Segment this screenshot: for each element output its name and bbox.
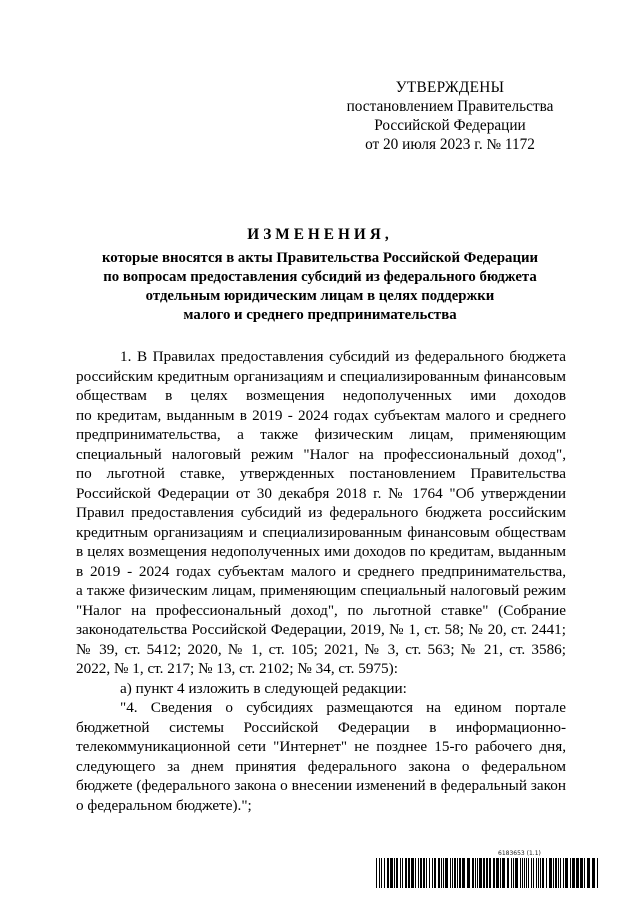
body-line: 1. В Правилах предоставления субсидий из федерального бюджета — [120, 348, 566, 365]
subtitle-line: которые вносятся в акты Правительства Российской Федерации — [101, 250, 539, 266]
body-line: телекоммуникационной сети "Интернет" не позднее 15-го рабочего дня, — [76, 738, 566, 755]
body-line: бюджетной системы Российской Федерации в информационно- — [76, 718, 566, 736]
body-line: специальный налоговый режим "Налог на профессиональный доход", — [76, 445, 566, 463]
body-line: законодательства Российской Федерации, 2019, № 1, ст. 58; № 20, ст. 2441; — [76, 621, 566, 638]
body-line: российским кредитным организациям и специализированным финансовым — [76, 367, 566, 385]
body-line: следующего за днем принятия федерального закона о федеральном — [76, 757, 566, 775]
document-title: ИЗМЕНЕНИЯ, — [247, 226, 393, 243]
subtitle-line: отдельным юридическим лицам в целях поддержки — [145, 288, 495, 304]
subtitle-line: по вопросам предоставления субсидий из федерального бюджета — [103, 269, 537, 285]
document-subtitle — [80, 249, 560, 325]
body-line: кредитным организациям и специализированным финансовым обществам — [76, 523, 566, 541]
body-line: бюджете (федерального закона о внесении изменений в федеральный закон — [76, 777, 566, 794]
body-line: а) пункт 4 изложить в следующей редакции: — [120, 679, 407, 697]
body-line: № 39, ст. 5412; 2020, № 1, ст. 105; 2021, № 3, ст. 563; № 21, ст. 3586; — [76, 640, 566, 658]
barcode-image — [376, 858, 598, 888]
approval-block — [300, 78, 600, 154]
body-line: о федеральном бюджете)."; — [76, 796, 252, 814]
body-line: "Налог на профессиональный доход", по льготной ставке" (Собрание — [76, 601, 566, 619]
body-line: в 2019 - 2024 годах субъектам малого и среднего предпринимательства, — [76, 562, 566, 580]
body-line: по льготной ставке, утвержденных постановлением Правительства — [76, 465, 566, 482]
approval-line: постановлением Правительства — [346, 98, 554, 115]
approval-line: Российской Федерации — [374, 117, 526, 134]
subtitle-line: малого и среднего предпринимательства — [183, 307, 457, 323]
body-line: а также физическим лицам, применяющим специальный налоговый режим — [76, 582, 566, 599]
document-stamp: 6183653 (1.1) — [498, 850, 541, 857]
body-line: "4. Сведения о субсидиях размещаются на едином портале — [120, 699, 566, 716]
approval-line: от 20 июля 2023 г. № 1172 — [365, 136, 535, 153]
body-line: предпринимательства, а также физическим лицам, применяющим — [76, 426, 566, 443]
body-line: по кредитам, выданным в 2019 - 2024 годах субъектам малого и среднего — [76, 406, 566, 424]
approval-heading: УТВЕРЖДЕНЫ — [395, 79, 505, 96]
body-line: в целях возмещения недополученных ими доходов по кредитам, выданным — [76, 543, 566, 560]
body-line: обществам в целях возмещения недополученных ими доходов — [76, 387, 566, 404]
body-line: Правил предоставления субсидий из федерального бюджета российским — [76, 504, 566, 521]
document-body — [76, 347, 566, 815]
body-line: Российской Федерации от 30 декабря 2018 г. № 1764 "Об утверждении — [76, 484, 566, 502]
body-line: 2022, № 1, ст. 217; № 13, ст. 2102; № 34, ст. 5975): — [76, 660, 398, 677]
